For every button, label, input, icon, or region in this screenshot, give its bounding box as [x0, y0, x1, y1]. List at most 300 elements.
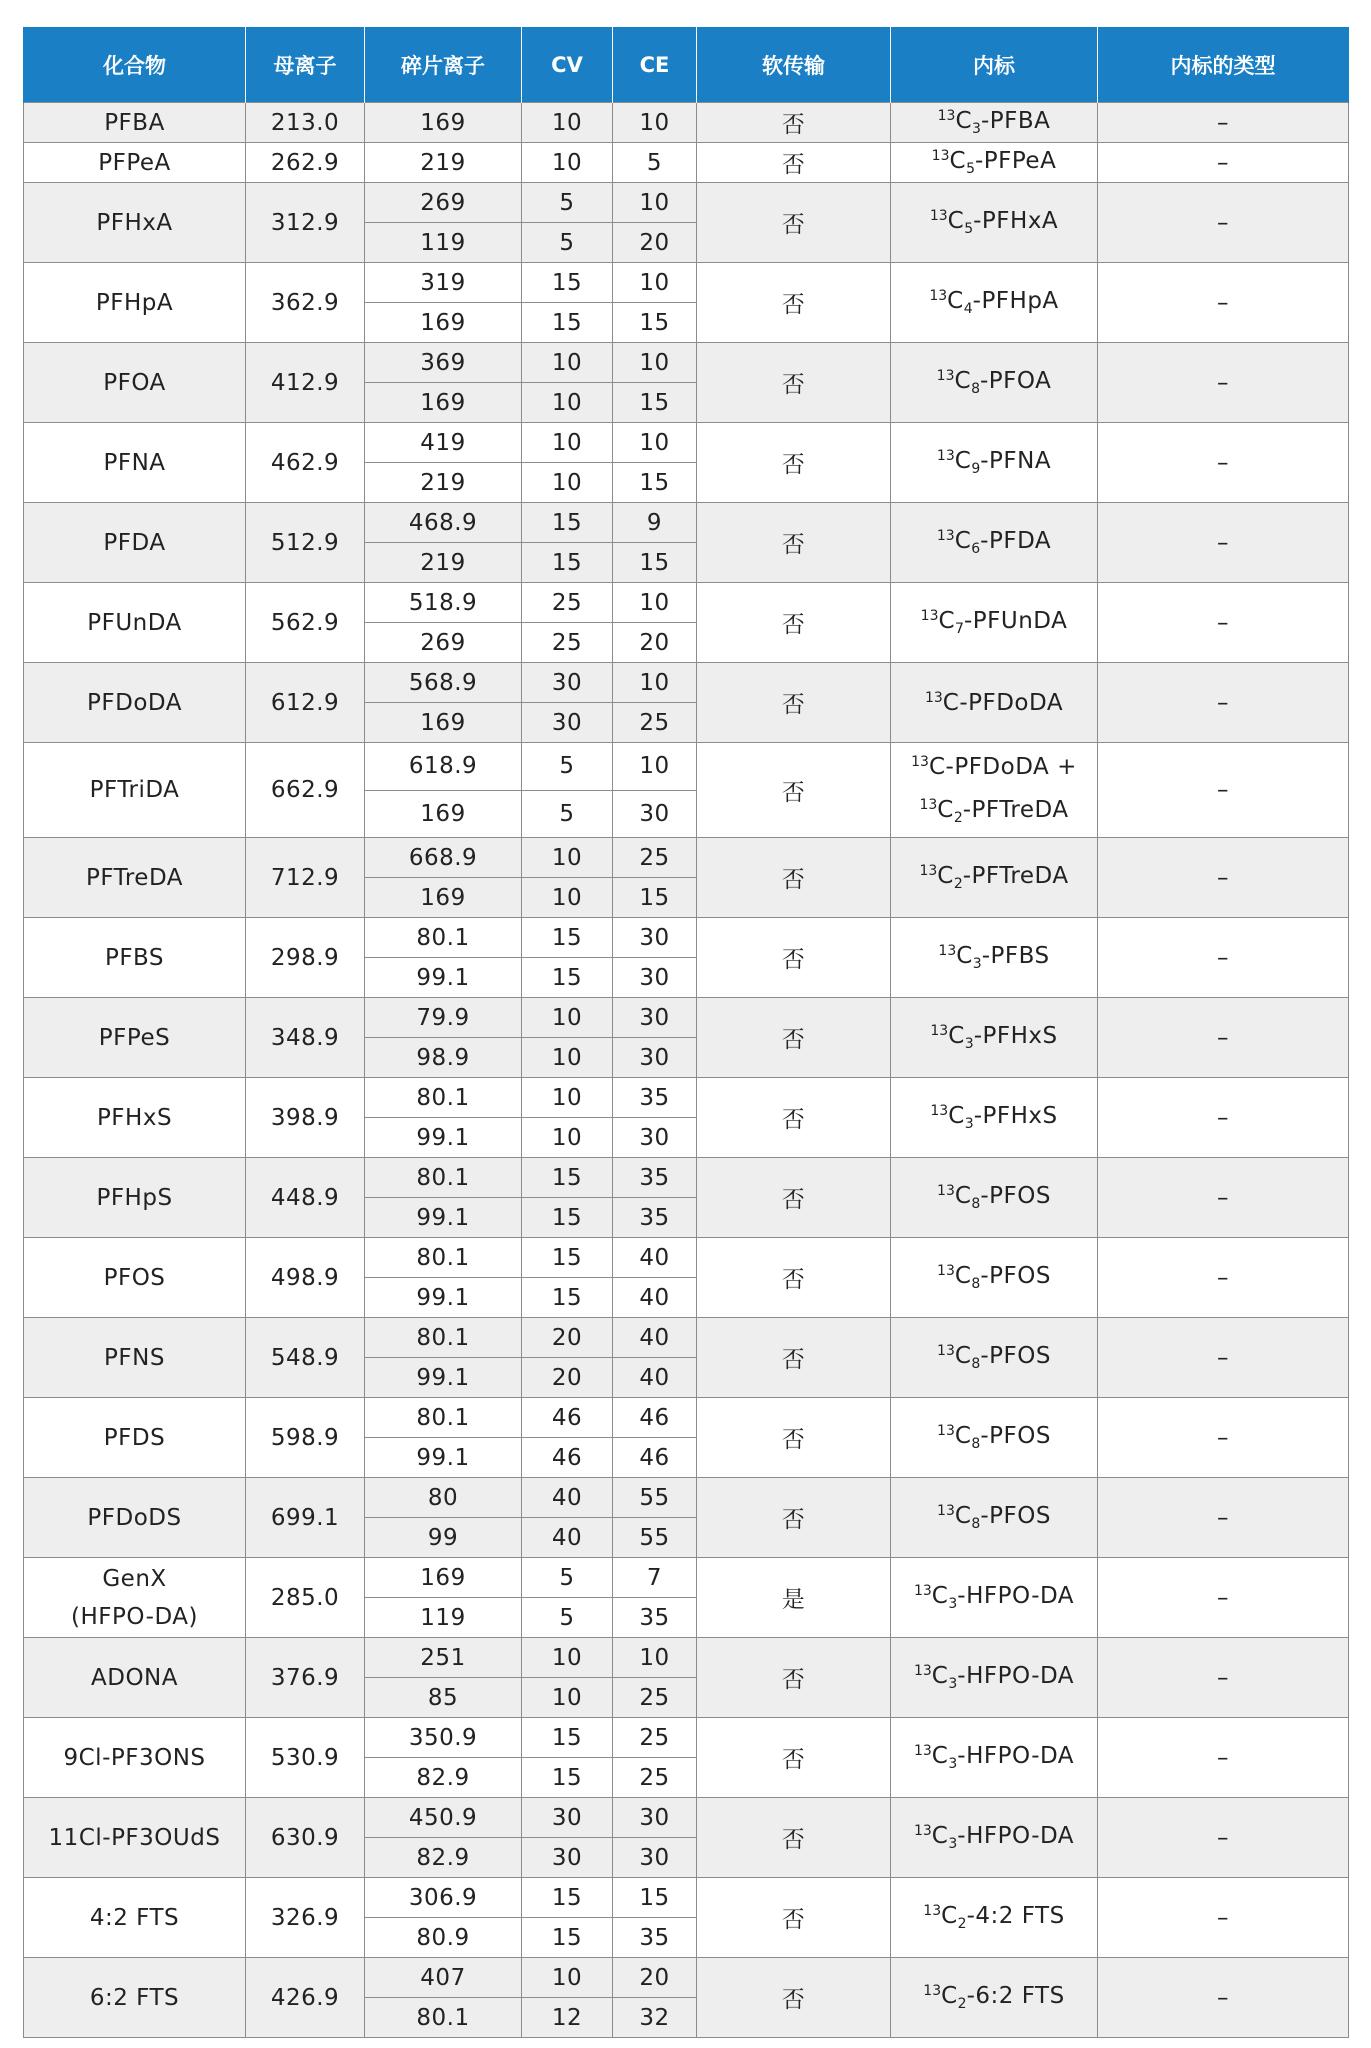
- standard-name: -PFHpA: [972, 288, 1059, 314]
- fragment-ion-cell: 251: [365, 1638, 522, 1678]
- ce-cell: 20: [613, 223, 697, 263]
- internal-standard-type-cell: –: [1098, 1078, 1349, 1158]
- ce-cell: 25: [613, 1758, 697, 1798]
- compound-cell: [24, 583, 246, 663]
- compound-name: PFBA: [104, 109, 165, 136]
- fragment-ion-cell: 269: [365, 183, 522, 223]
- table-row: [24, 918, 1349, 958]
- fragment-ion-cell: 568.9: [365, 663, 522, 703]
- cv-cell: 10: [522, 1638, 613, 1678]
- ce-cell: 25: [613, 1678, 697, 1718]
- compound-name: PFTriDA: [89, 777, 180, 803]
- standard-name: -PFOS: [980, 1183, 1051, 1209]
- fragment-ion-cell: 618.9: [365, 743, 522, 791]
- atom-count-subscript: 5: [966, 161, 975, 177]
- standard-name: -PFPeA: [974, 148, 1057, 174]
- soft-transmission-cell: 否: [697, 583, 891, 663]
- table-row: [24, 423, 1349, 463]
- cv-cell: 30: [522, 703, 613, 743]
- compound-name: PFDS: [103, 1424, 166, 1451]
- soft-transmission-cell: 否: [697, 743, 891, 838]
- parent-ion-cell: 662.9: [246, 743, 365, 838]
- table-row: [24, 1238, 1349, 1278]
- compound-cell: [24, 263, 246, 343]
- isotope-mass-superscript: 13: [937, 108, 956, 124]
- element-symbol: C: [938, 608, 956, 634]
- compound-cell: [24, 343, 246, 423]
- cv-cell: 46: [522, 1438, 613, 1478]
- element-symbol: C: [931, 1743, 949, 1769]
- ce-cell: 30: [613, 918, 697, 958]
- internal-standard-cell: [891, 1238, 1098, 1318]
- internal-standard-cell: [891, 423, 1098, 503]
- cv-cell: 20: [522, 1358, 613, 1398]
- soft-transmission-cell: 否: [697, 343, 891, 423]
- soft-transmission-cell: 否: [697, 918, 891, 998]
- isotope-mass-superscript: 13: [937, 1263, 955, 1279]
- internal-standard-type-cell: –: [1098, 1238, 1349, 1318]
- parent-ion-cell: 462.9: [246, 423, 365, 503]
- ce-cell: 10: [613, 263, 697, 303]
- compound-cell: [24, 918, 246, 998]
- ce-cell: 35: [613, 1078, 697, 1118]
- atom-count-subscript: 3: [948, 1836, 958, 1852]
- compound-cell: [24, 1798, 246, 1878]
- internal-standard-cell: [891, 183, 1098, 263]
- ce-cell: 55: [613, 1518, 697, 1558]
- internal-standard-cell: [891, 503, 1098, 583]
- isotope-mass-superscript: 13: [924, 689, 943, 706]
- fragment-ion-cell: 169: [365, 878, 522, 918]
- soft-transmission-cell: 否: [697, 1638, 891, 1718]
- cv-cell: 10: [522, 463, 613, 503]
- compound-cell: [24, 183, 246, 263]
- ce-cell: 5: [613, 143, 697, 183]
- table-body: [24, 103, 1349, 2038]
- ce-cell: 40: [613, 1358, 697, 1398]
- atom-count-subscript: 8: [971, 1196, 981, 1212]
- fragment-ion-cell: 219: [365, 143, 522, 183]
- cv-cell: 5: [522, 1558, 613, 1598]
- parent-ion-cell: 412.9: [246, 343, 365, 423]
- mrm-parameters-table: [23, 27, 1349, 2038]
- internal-standard-cell: [891, 1078, 1098, 1158]
- ce-cell: 10: [613, 583, 697, 623]
- ce-cell: 25: [613, 1718, 697, 1758]
- table-row: [24, 1638, 1349, 1678]
- internal-standard-type-cell: –: [1098, 1958, 1349, 2038]
- ce-cell: 15: [613, 543, 697, 583]
- compound-cell: [24, 143, 246, 183]
- compound-cell: [24, 1638, 246, 1718]
- compound-cell: [24, 1318, 246, 1398]
- internal-standard-type-cell: –: [1098, 1398, 1349, 1478]
- table-row: [24, 263, 1349, 303]
- parent-ion-cell: 448.9: [246, 1158, 365, 1238]
- soft-transmission-cell: 否: [697, 663, 891, 743]
- standard-name: -4:2 FTS: [966, 1903, 1065, 1929]
- internal-standard-type-cell: –: [1098, 583, 1349, 663]
- cv-cell: 5: [522, 743, 613, 791]
- isotope-mass-superscript: 13: [913, 1823, 932, 1839]
- internal-standard-type-cell: –: [1098, 1558, 1349, 1638]
- soft-transmission-cell: 否: [697, 1798, 891, 1878]
- cv-cell: 15: [522, 503, 613, 543]
- soft-transmission-cell: 是: [697, 1558, 891, 1638]
- internal-standard-cell: [891, 838, 1098, 918]
- atom-count-subscript: 5: [964, 221, 974, 237]
- atom-count-subscript: 7: [955, 621, 964, 637]
- internal-standard-cell: [891, 1478, 1098, 1558]
- isotope-mass-superscript: 13: [919, 863, 938, 879]
- internal-standard-cell: [891, 263, 1098, 343]
- element-symbol: C: [954, 448, 972, 474]
- standard-name: -PFHxS: [973, 1103, 1058, 1129]
- element-symbol: C: [931, 1663, 949, 1689]
- cv-cell: 10: [522, 998, 613, 1038]
- header-soft-transmission: 软传输: [697, 27, 891, 103]
- table-row: [24, 663, 1349, 703]
- element-symbol: C: [954, 1183, 972, 1209]
- ce-cell: 10: [613, 183, 697, 223]
- cv-cell: 30: [522, 1838, 613, 1878]
- fragment-ion-cell: 306.9: [365, 1878, 522, 1918]
- compound-cell: [24, 1158, 246, 1238]
- isotope-mass-superscript: 13: [938, 943, 957, 959]
- ce-cell: 30: [613, 1798, 697, 1838]
- isotope-mass-superscript: 13: [913, 1663, 932, 1679]
- fragment-ion-cell: 82.9: [365, 1758, 522, 1798]
- ce-cell: 40: [613, 1318, 697, 1358]
- element-symbol: C: [928, 754, 946, 780]
- compound-cell: [24, 103, 246, 143]
- table-row: [24, 343, 1349, 383]
- soft-transmission-cell: 否: [697, 503, 891, 583]
- cv-cell: 15: [522, 303, 613, 343]
- fragment-ion-cell: 79.9: [365, 998, 522, 1038]
- soft-transmission-cell: 否: [697, 143, 891, 183]
- soft-transmission-cell: 否: [697, 838, 891, 918]
- cv-cell: 15: [522, 1878, 613, 1918]
- soft-transmission-cell: 否: [697, 1718, 891, 1798]
- cv-cell: 15: [522, 1158, 613, 1198]
- compound-cell: [24, 1478, 246, 1558]
- compound-cell: [24, 743, 246, 838]
- table-row: [24, 1558, 1349, 1598]
- cv-cell: 12: [522, 1998, 613, 2038]
- ce-cell: 25: [613, 838, 697, 878]
- soft-transmission-cell: 否: [697, 1078, 891, 1158]
- parent-ion-cell: 426.9: [246, 1958, 365, 2038]
- compound-name: PFHpA: [95, 289, 174, 316]
- compound-name: ADONA: [91, 1664, 178, 1691]
- isotope-mass-superscript: 13: [923, 1983, 942, 1999]
- atom-count-subscript: 8: [971, 381, 980, 397]
- compound-cell: [24, 1238, 246, 1318]
- internal-standard-type-cell: –: [1098, 343, 1349, 423]
- cv-cell: 10: [522, 383, 613, 423]
- element-symbol: C: [954, 1503, 972, 1529]
- cv-cell: 10: [522, 423, 613, 463]
- fragment-ion-cell: 99.1: [365, 958, 522, 998]
- fragment-ion-cell: 99.1: [365, 1118, 522, 1158]
- element-symbol: C: [937, 863, 954, 889]
- table-row: [24, 838, 1349, 878]
- standard-name: -HFPO-DA: [957, 1743, 1075, 1769]
- fragment-ion-cell: 169: [365, 790, 522, 838]
- fragment-ion-cell: 169: [365, 103, 522, 143]
- header-internal-standard: 内标: [891, 27, 1098, 103]
- ce-cell: 20: [613, 623, 697, 663]
- element-symbol: C: [949, 148, 967, 174]
- parent-ion-cell: 213.0: [246, 103, 365, 143]
- isotope-mass-superscript: 13: [923, 1903, 942, 1919]
- cv-cell: 10: [522, 878, 613, 918]
- fragment-ion-cell: 450.9: [365, 1798, 522, 1838]
- cv-cell: 15: [522, 1718, 613, 1758]
- cv-cell: 15: [522, 1758, 613, 1798]
- fragment-ion-cell: 219: [365, 463, 522, 503]
- standard-name: -PFBA: [980, 108, 1051, 134]
- ce-cell: 15: [613, 303, 697, 343]
- compound-name: 4:2 FTS: [89, 1904, 180, 1931]
- fragment-ion-cell: 80.1: [365, 1078, 522, 1118]
- standard-name: -PFOS: [980, 1503, 1051, 1529]
- fragment-ion-cell: 219: [365, 543, 522, 583]
- isotope-mass-superscript: 13: [930, 1103, 949, 1119]
- ce-cell: 15: [613, 878, 697, 918]
- isotope-mass-superscript: 13: [936, 368, 955, 384]
- compound-cell: [24, 1078, 246, 1158]
- compound-cell: [24, 503, 246, 583]
- fragment-ion-cell: 80.1: [365, 1238, 522, 1278]
- compound-cell: [24, 1718, 246, 1798]
- element-symbol: C: [954, 528, 972, 554]
- fragment-ion-cell: 80: [365, 1478, 522, 1518]
- standard-name: -PFTreDA: [962, 863, 1069, 889]
- element-symbol: C: [955, 108, 973, 134]
- table-row: [24, 1718, 1349, 1758]
- internal-standard-cell: [891, 1798, 1098, 1878]
- fragment-ion-cell: 82.9: [365, 1838, 522, 1878]
- parent-ion-cell: 362.9: [246, 263, 365, 343]
- table-row: [24, 1958, 1349, 1998]
- parent-ion-cell: 612.9: [246, 663, 365, 743]
- ce-cell: 15: [613, 1878, 697, 1918]
- fragment-ion-cell: 85: [365, 1678, 522, 1718]
- standard-name: -PFHxA: [973, 208, 1059, 234]
- internal-standard-type-cell: –: [1098, 918, 1349, 998]
- fragment-ion-cell: 80.1: [365, 1158, 522, 1198]
- atom-count-subscript: 3: [972, 121, 981, 137]
- isotope-mass-superscript: 13: [937, 1503, 955, 1519]
- element-symbol: C: [941, 1903, 958, 1929]
- isotope-mass-superscript: 13: [936, 528, 955, 544]
- ce-cell: 10: [613, 663, 697, 703]
- table-row: [24, 1398, 1349, 1438]
- compound-name: PFOA: [103, 369, 166, 396]
- soft-transmission-cell: 否: [697, 263, 891, 343]
- isotope-mass-superscript: 13: [929, 288, 948, 304]
- ce-cell: 25: [613, 703, 697, 743]
- table-row: [24, 1478, 1349, 1518]
- atom-count-subscript: 3: [948, 1596, 958, 1612]
- parent-ion-cell: 312.9: [246, 183, 365, 263]
- fragment-ion-cell: 80.1: [365, 1318, 522, 1358]
- element-symbol: C: [937, 797, 954, 823]
- parent-ion-cell: 285.0: [246, 1558, 365, 1638]
- cv-cell: 25: [522, 623, 613, 663]
- soft-transmission-cell: 否: [697, 1878, 891, 1958]
- cv-cell: 10: [522, 103, 613, 143]
- ce-cell: 7: [613, 1558, 697, 1598]
- compound-cell: [24, 1398, 246, 1478]
- parent-ion-cell: 712.9: [246, 838, 365, 918]
- standard-name: -HFPO-DA: [957, 1663, 1075, 1689]
- cv-cell: 10: [522, 1958, 613, 1998]
- table-row: [24, 1878, 1349, 1918]
- cv-cell: 25: [522, 583, 613, 623]
- table-row: [24, 583, 1349, 623]
- atom-count-subscript: 3: [964, 1116, 974, 1132]
- compound-name: PFNS: [104, 1344, 165, 1371]
- parent-ion-cell: 326.9: [246, 1878, 365, 1958]
- fragment-ion-cell: 98.9: [365, 1038, 522, 1078]
- atom-count-subscript: 3: [948, 1756, 958, 1772]
- compound-cell: [24, 1878, 246, 1958]
- standard-name: -PFOS: [980, 1423, 1051, 1449]
- compound-name: PFOS: [103, 1264, 166, 1291]
- ce-cell: 10: [613, 1638, 697, 1678]
- internal-standard-cell: [891, 1958, 1098, 2038]
- internal-standard-type-cell: –: [1098, 263, 1349, 343]
- ce-cell: 30: [613, 790, 697, 838]
- internal-standard-type-cell: –: [1098, 183, 1349, 263]
- parent-ion-cell: 630.9: [246, 1798, 365, 1878]
- header-internal-standard-type: 内标的类型: [1098, 27, 1349, 103]
- soft-transmission-cell: 否: [697, 423, 891, 503]
- isotope-mass-superscript: 13: [937, 1343, 955, 1359]
- internal-standard-type-cell: –: [1098, 423, 1349, 503]
- atom-count-subscript: 8: [971, 1356, 981, 1372]
- cv-cell: 10: [522, 1078, 613, 1118]
- ce-cell: 32: [613, 1998, 697, 2038]
- standard-name: -PFDoDA +: [945, 754, 1077, 780]
- ce-cell: 15: [613, 463, 697, 503]
- internal-standard-type-cell: –: [1098, 1318, 1349, 1398]
- parent-ion-cell: 598.9: [246, 1398, 365, 1478]
- ce-cell: 9: [613, 503, 697, 543]
- standard-name: -HFPO-DA: [957, 1823, 1075, 1849]
- ce-cell: 10: [613, 103, 697, 143]
- atom-count-subscript: 9: [971, 461, 981, 477]
- cv-cell: 30: [522, 1798, 613, 1838]
- atom-count-subscript: 8: [971, 1276, 981, 1292]
- internal-standard-cell: [891, 1878, 1098, 1958]
- internal-standard-cell: [891, 1158, 1098, 1238]
- fragment-ion-cell: 99.1: [365, 1358, 522, 1398]
- header-fragment-ion: 碎片离子: [365, 27, 522, 103]
- fragment-ion-cell: 419: [365, 423, 522, 463]
- internal-standard-type-cell: –: [1098, 1638, 1349, 1718]
- internal-standard-type-cell: –: [1098, 743, 1349, 838]
- internal-standard-cell: [891, 743, 1098, 838]
- soft-transmission-cell: 否: [697, 1958, 891, 2038]
- atom-count-subscript: 6: [971, 541, 981, 557]
- internal-standard-type-cell: –: [1098, 1718, 1349, 1798]
- compound-name: 6:2 FTS: [89, 1984, 180, 2011]
- atom-count-subscript: 2: [957, 1996, 967, 2012]
- internal-standard-cell: [891, 583, 1098, 663]
- compound-name: PFNA: [103, 449, 166, 476]
- soft-transmission-cell: 否: [697, 1318, 891, 1398]
- standard-name: -6:2 FTS: [966, 1983, 1065, 2009]
- cv-cell: 15: [522, 918, 613, 958]
- compound-cell: [24, 423, 246, 503]
- ce-cell: 10: [613, 423, 697, 463]
- internal-standard-type-cell: –: [1098, 103, 1349, 143]
- compound-name: PFHxS: [96, 1104, 173, 1131]
- table-row: [24, 503, 1349, 543]
- fragment-ion-cell: 468.9: [365, 503, 522, 543]
- cv-cell: 15: [522, 543, 613, 583]
- internal-standard-type-cell: –: [1098, 1878, 1349, 1958]
- table-row: [24, 1158, 1349, 1198]
- soft-transmission-cell: 否: [697, 103, 891, 143]
- atom-count-subscript: 3: [948, 1676, 958, 1692]
- fragment-ion-cell: 119: [365, 223, 522, 263]
- compound-cell: [24, 998, 246, 1078]
- compound-name: PFHxA: [96, 209, 173, 236]
- fragment-ion-cell: 169: [365, 303, 522, 343]
- cv-cell: 30: [522, 663, 613, 703]
- header-ce: CE: [613, 27, 697, 103]
- ce-cell: 30: [613, 1118, 697, 1158]
- isotope-mass-superscript: 13: [920, 608, 939, 624]
- ce-cell: 30: [613, 998, 697, 1038]
- element-symbol: C: [956, 943, 973, 969]
- ce-cell: 10: [613, 343, 697, 383]
- fragment-ion-cell: 99.1: [365, 1278, 522, 1318]
- soft-transmission-cell: 否: [697, 1158, 891, 1238]
- standard-name: -PFUnDA: [963, 608, 1068, 634]
- element-symbol: C: [948, 1103, 965, 1129]
- isotope-mass-superscript: 13: [911, 754, 929, 770]
- compound-cell: [24, 1958, 246, 2038]
- isotope-mass-superscript: 13: [937, 1183, 955, 1199]
- atom-count-subscript: 8: [971, 1516, 981, 1532]
- fragment-ion-cell: 119: [365, 1598, 522, 1638]
- fragment-ion-cell: 80.1: [365, 1398, 522, 1438]
- cv-cell: 46: [522, 1398, 613, 1438]
- ce-cell: 15: [613, 383, 697, 423]
- fragment-ion-cell: 369: [365, 343, 522, 383]
- cv-cell: 20: [522, 1318, 613, 1358]
- cv-cell: 15: [522, 958, 613, 998]
- table-row: [24, 1078, 1349, 1118]
- cv-cell: 5: [522, 183, 613, 223]
- isotope-mass-superscript: 13: [936, 448, 955, 464]
- header-cv: CV: [522, 27, 613, 103]
- standard-name: -PFOS: [980, 1343, 1051, 1369]
- internal-standard-cell: [891, 918, 1098, 998]
- element-symbol: C: [931, 1823, 949, 1849]
- fragment-ion-cell: 99.1: [365, 1198, 522, 1238]
- fragment-ion-cell: 407: [365, 1958, 522, 1998]
- ce-cell: 46: [613, 1438, 697, 1478]
- cv-cell: 5: [522, 1598, 613, 1638]
- compound-name: PFUnDA: [87, 609, 182, 636]
